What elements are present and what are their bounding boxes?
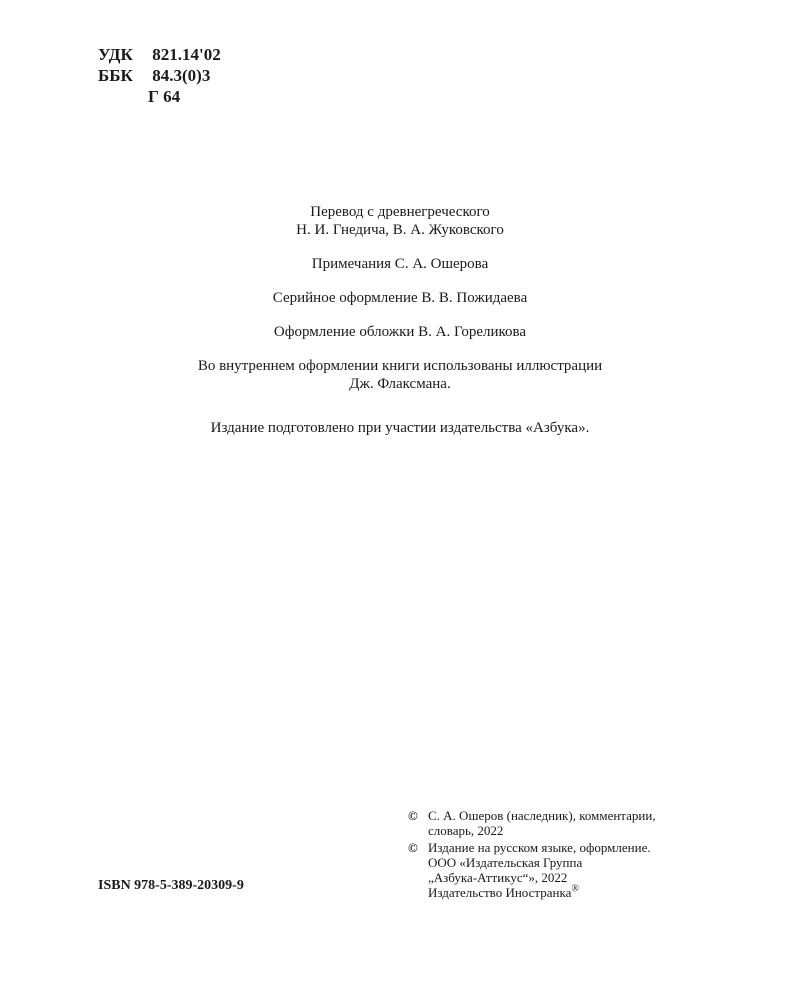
publisher-name: Издательство Иностранка (428, 885, 572, 900)
registered-mark-icon: ® (571, 883, 579, 895)
copyright-icon: © (408, 840, 418, 855)
translation-line-1: Перевод с древнегреческого (310, 204, 490, 220)
copyright-edition-line-2: ООО «Издательская Группа (428, 855, 583, 870)
udk-row (98, 44, 221, 65)
translation-credit (0, 203, 800, 239)
copyright-commentary (408, 808, 656, 838)
copyright-edition-line-4 (428, 885, 656, 900)
bbk-row (98, 65, 221, 86)
prepared-line: Издание подготовлено при участии издательства «Азбука». (210, 420, 590, 436)
isbn-number: ISBN 978-5-389-20309-9 (98, 878, 244, 893)
illustrations-line-2: Дж. Флаксмана. (349, 376, 451, 392)
copyright-edition-line-3: „Азбука-Аттикус“», 2022 (428, 870, 568, 885)
udk-label: УДК (98, 45, 133, 64)
series-design-line: Серийное оформление В. В. Пожидаева (272, 290, 528, 306)
prepared-note (0, 419, 800, 437)
bbk-label: ББК (98, 66, 133, 85)
copyright-icon: © (408, 808, 418, 823)
copyright-commentary-line-2: словарь, 2022 (428, 823, 504, 838)
copyright-edition (408, 840, 656, 900)
illustrations-line-1: Во внутреннем оформлении книги использованы иллюстрации (197, 358, 603, 374)
classification-codes (98, 44, 221, 107)
series-design-credit (0, 289, 800, 307)
author-mark: Г 64 (148, 87, 181, 106)
udk-value: 821.14'02 (152, 45, 221, 64)
notes-line: Примечания С. А. Ошерова (311, 256, 489, 272)
copyright-edition-line-1: Издание на русском языке, оформление. (428, 840, 651, 855)
translation-line-2: Н. И. Гнедича, В. А. Жуковского (296, 222, 504, 238)
bbk-value: 84.3(0)3 (152, 66, 211, 85)
copyright-commentary-line-1: С. А. Ошеров (наследник), комментарии, (428, 808, 656, 823)
cover-design-credit (0, 323, 800, 341)
cover-design-line: Оформление обложки В. А. Гореликова (273, 324, 527, 340)
notes-credit (0, 255, 800, 273)
copyright-notices (408, 808, 656, 902)
credits-section (0, 203, 800, 453)
illustrations-credit (0, 357, 800, 393)
